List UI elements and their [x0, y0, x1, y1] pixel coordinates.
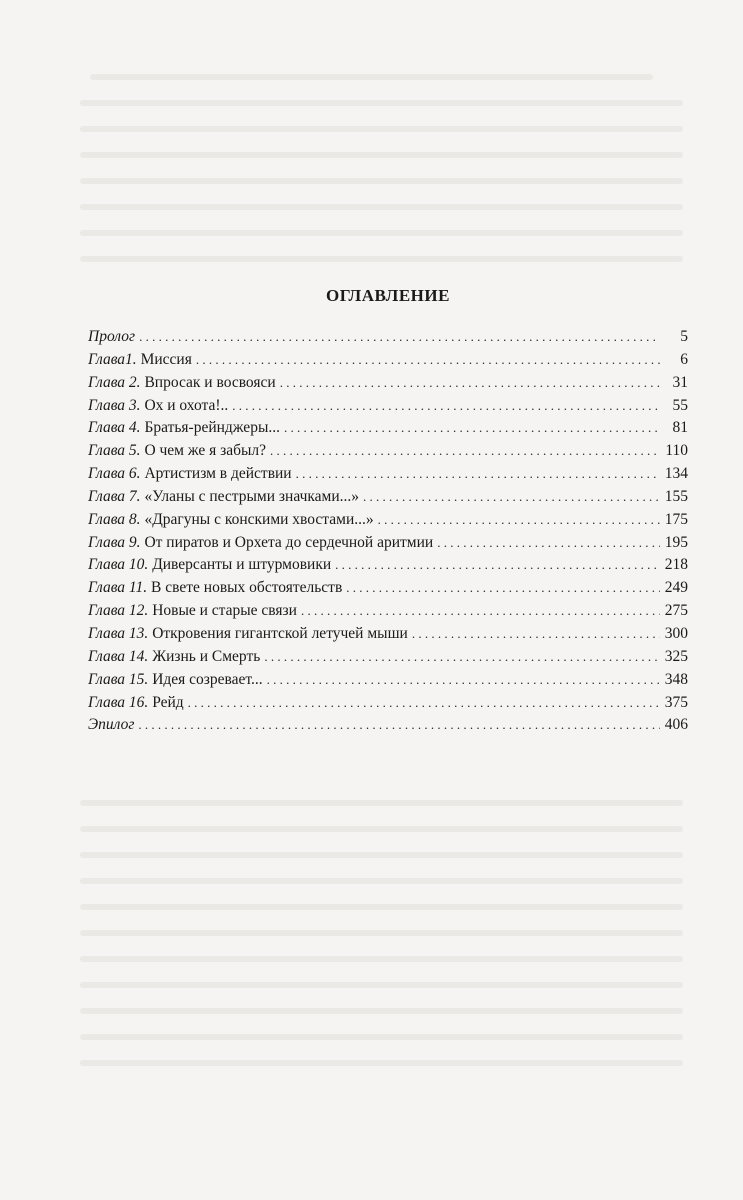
toc-dot-leader — [363, 486, 660, 509]
toc-entry — [88, 372, 688, 395]
toc-dot-leader — [284, 417, 660, 440]
toc-entry — [88, 463, 688, 486]
toc-entry — [88, 623, 688, 646]
toc-entry-page-number: 134 — [664, 465, 688, 483]
toc-entry-prefix: Глава 8. — [88, 510, 141, 528]
toc-dot-leader — [378, 509, 660, 532]
toc-entry — [88, 486, 688, 509]
toc-entry — [88, 509, 688, 532]
toc-entry-label — [88, 692, 184, 715]
toc-dot-leader — [264, 646, 660, 669]
toc-entry-page-number: 249 — [664, 579, 688, 597]
toc-entry-prefix: Глава 12. — [88, 602, 149, 620]
toc-entry-prefix: Глава 5. — [88, 442, 141, 460]
toc-entry-page-number: 348 — [664, 670, 688, 688]
toc-entry-prefix: Глава 13. — [88, 624, 149, 642]
toc-entry-page-number: 300 — [664, 624, 688, 642]
toc-list — [88, 326, 688, 737]
toc-entry-page-number: 5 — [680, 328, 688, 345]
toc-entry-page-number: 325 — [664, 647, 688, 665]
toc-entry — [88, 692, 688, 715]
toc-entry-label — [88, 577, 342, 600]
toc-entry-page-number: 406 — [664, 716, 688, 734]
toc-entry-title: В свете новых обстоятельств — [151, 579, 343, 597]
toc-entry — [88, 326, 688, 349]
toc-dot-leader — [280, 372, 660, 395]
toc-entry-label — [88, 669, 263, 692]
toc-entry-label — [88, 623, 408, 646]
toc-entry-title: «Уланы с пестрыми значками...» — [144, 487, 360, 505]
toc-entry-prefix: Пролог — [88, 328, 136, 345]
toc-entry-prefix: Глава 2. — [88, 373, 141, 391]
toc-entry — [88, 349, 688, 372]
toc-entry — [88, 417, 688, 440]
toc-entry-page-number: 275 — [664, 602, 688, 620]
toc-entry-label — [88, 714, 134, 737]
toc-dot-leader — [437, 532, 660, 555]
toc-entry-page-number: 6 — [680, 350, 688, 368]
toc-entry-label — [88, 600, 297, 623]
toc-entry-page-number: 31 — [672, 373, 688, 391]
toc-entry-prefix: Глава1. — [88, 350, 137, 368]
toc-dot-leader — [335, 554, 660, 577]
toc-entry-prefix: Глава 11. — [88, 579, 148, 597]
toc-entry-label — [88, 395, 228, 418]
toc-entry-label — [88, 326, 135, 349]
toc-entry-label — [88, 554, 331, 577]
toc-entry — [88, 554, 688, 577]
toc-entry-title: От пиратов и Орхета до сердечной аритмии — [144, 533, 434, 551]
toc-title: ОГЛАВЛЕНИЕ — [326, 286, 450, 305]
toc-entry — [88, 532, 688, 555]
toc-entry-label — [88, 646, 260, 669]
toc-entry-title: Диверсанты и штурмовики — [152, 556, 332, 574]
toc-entry-label — [88, 440, 266, 463]
toc-dot-leader — [139, 326, 660, 349]
toc-entry-prefix: Глава 15. — [88, 670, 149, 688]
toc-entry-title: Впросак и восвояси — [144, 373, 276, 391]
toc-entry-prefix: Глава 3. — [88, 396, 141, 414]
toc-entry — [88, 646, 688, 669]
toc-entry-prefix: Глава 14. — [88, 647, 149, 665]
toc-dot-leader — [412, 623, 660, 646]
toc-entry-label — [88, 463, 292, 486]
toc-entry-title: Идея созревает... — [152, 670, 263, 688]
toc-entry-page-number: 81 — [672, 419, 688, 437]
toc-entry-title: Жизнь и Смерть — [152, 647, 261, 665]
toc-entry-label — [88, 417, 280, 440]
toc-entry — [88, 714, 688, 737]
toc-entry-label — [88, 532, 433, 555]
toc-dot-leader — [232, 395, 660, 418]
toc-entry — [88, 440, 688, 463]
toc-entry-title: О чем же я забыл? — [144, 442, 267, 460]
toc-dot-leader — [196, 349, 660, 372]
toc-entry-prefix: Глава 16. — [88, 693, 149, 711]
toc-entry-title: Братья-рейнджеры... — [144, 419, 280, 437]
toc-entry-label — [88, 509, 374, 532]
toc-entry-title: Артистизм в действии — [144, 465, 292, 483]
toc-entry-prefix: Глава 6. — [88, 465, 141, 483]
toc-entry-title: «Драгуны с конскими хвостами...» — [144, 510, 374, 528]
toc-entry-label — [88, 349, 192, 372]
toc-entry-page-number: 55 — [672, 396, 688, 414]
toc-entry-page-number: 110 — [665, 442, 688, 460]
toc-entry — [88, 577, 688, 600]
toc-entry-prefix: Глава 4. — [88, 419, 141, 437]
toc-entry-prefix: Глава 7. — [88, 487, 141, 505]
toc-entry-page-number: 195 — [664, 533, 688, 551]
toc-entry — [88, 669, 688, 692]
toc-dot-leader — [346, 577, 660, 600]
toc-entry-page-number: 155 — [664, 487, 688, 505]
toc-entry-page-number: 218 — [664, 556, 688, 574]
toc-entry-prefix: Эпилог — [88, 716, 135, 734]
toc-entry — [88, 395, 688, 418]
toc-entry-title: Рейд — [152, 693, 184, 711]
toc-dot-leader — [296, 463, 660, 486]
toc-entry-title: Ох и охота!.. — [144, 396, 229, 414]
toc-entry-label — [88, 486, 359, 509]
toc-entry-page-number: 375 — [664, 693, 688, 711]
toc-dot-leader — [188, 692, 660, 715]
toc-dot-leader — [267, 669, 660, 692]
toc-dot-leader — [301, 600, 660, 623]
toc-entry-page-number: 175 — [664, 510, 688, 528]
toc-entry-label — [88, 372, 276, 395]
toc-entry-title: Миссия — [140, 350, 192, 368]
toc-entry-title: Новые и старые связи — [152, 602, 297, 620]
toc-dot-leader — [270, 440, 660, 463]
table-of-contents — [88, 282, 688, 737]
toc-dot-leader — [138, 714, 660, 737]
toc-entry-prefix: Глава 10. — [88, 556, 149, 574]
toc-entry — [88, 600, 688, 623]
toc-entry-title: Откровения гигантской летучей мыши — [152, 624, 408, 642]
toc-entry-prefix: Глава 9. — [88, 533, 141, 551]
